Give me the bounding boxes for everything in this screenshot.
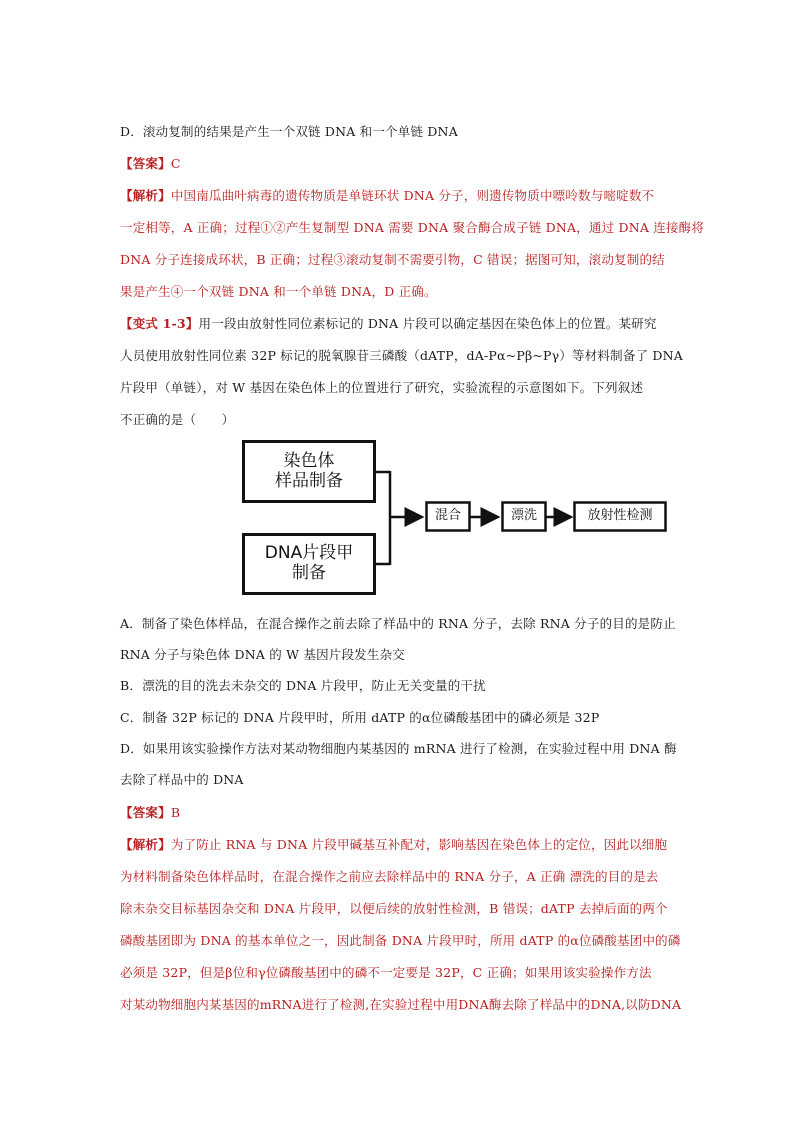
answer-value: B bbox=[170, 805, 181, 820]
prev-analysis-line: 【解析】中国南瓜曲叶病毒的遗传物质是单链环状 DNA 分子，则遗传物质中嘌呤数与嘧啶数不 bbox=[120, 188, 655, 203]
prev-answer bbox=[120, 154, 181, 172]
question-stem-line: 【变式 1-3】用一段由放射性同位素标记的 DNA 片段可以确定基因在染色体上的位置。某研究 bbox=[120, 316, 657, 331]
box-mix-label: 混合 bbox=[434, 508, 461, 523]
experiment-flow-diagram bbox=[242, 440, 672, 596]
prev-analysis-line: 果是产生④一个双链 DNA 和一个单链 DNA，D 正确。 bbox=[120, 284, 437, 299]
option-c: C．制备 32P 标记的 DNA 片段甲时，所用 dATP 的α位磷酸基团中的磷必须是 32P bbox=[120, 710, 600, 725]
option-d-cont: 去除了样品中的 DNA bbox=[120, 772, 244, 787]
analysis-line: 必须是 32P，但是β位和γ位磷酸基团中的磷不一定要是 32P，C 正确；如果用该实验操作方法 bbox=[120, 965, 652, 980]
question-answer bbox=[120, 803, 180, 821]
analysis-line: 磷酸基团即为 DNA 的基本单位之一，因此制备 DNA 片段甲时，所用 dATP 的α位磷酸基团中的磷 bbox=[120, 933, 681, 948]
question-tag: 【变式 1-3】 bbox=[120, 316, 199, 331]
analysis-line: 对某动物细胞内某基因的mRNA进行了检测,在实验过程中用DNA酶去除了样品中的DNA,以防DNA bbox=[120, 997, 682, 1012]
prev-option-d: D．滚动复制的结果是产生一个双链 DNA 和一个单链 DNA bbox=[120, 124, 458, 139]
analysis-line: 为材料制备染色体样品时，在混合操作之前应去除样品中的 RNA 分子，A 正确 漂洗的目的是去 bbox=[120, 869, 659, 884]
box-detection-label: 放射性检测 bbox=[587, 508, 653, 523]
answer-tag: 【答案】 bbox=[120, 156, 171, 171]
option-a: A．制备了染色体样品，在混合操作之前去除了样品中的 RNA 分子，去除 RNA 分子的目的是防止 bbox=[120, 616, 676, 631]
option-d: D．如果用该实验操作方法对某动物细胞内某基因的 mRNA 进行了检测，在实验过程中用 DNA 酶 bbox=[120, 741, 677, 756]
box-dna-fragment-label: DNA片段甲 制备 bbox=[264, 543, 354, 584]
box-rinse-label: 漂洗 bbox=[510, 508, 537, 523]
analysis-line: 【解析】为了防止 RNA 与 DNA 片段甲碱基互补配对，影响基因在染色体上的定位，因此以细胞 bbox=[120, 837, 668, 852]
box-chromosome-sample-label: 染色体 样品制备 bbox=[275, 451, 343, 492]
analysis-tag: 【解析】 bbox=[120, 837, 171, 852]
answer-tag: 【答案】 bbox=[120, 805, 171, 820]
question-stem-line: 片段甲（单链），对 W 基因在染色体上的位置进行了研究，实验流程的示意图如下。下列叙述 bbox=[120, 380, 644, 395]
analysis-line: 除未杂交目标基因杂交和 DNA 片段甲，以便后续的放射性检测，B 错误；dATP 去掉后面的两个 bbox=[120, 901, 668, 916]
option-b: B．漂洗的目的洗去未杂交的 DNA 片段甲，防止无关变量的干扰 bbox=[120, 678, 486, 693]
prev-analysis-line: 一定相等，A 正确；过程①②产生复制型 DNA 需要 DNA 聚合酶合成子链 DNA，通过 DNA 连接酶将 bbox=[120, 220, 705, 235]
question-stem-line: 人员使用放射性同位素 32P 标记的脱氧腺苷三磷酸（dATP，dA-Pα~Pβ~Pγ）等材料制备了 DNA bbox=[120, 348, 683, 363]
option-a-cont: RNA 分子与染色体 DNA 的 W 基因片段发生杂交 bbox=[120, 647, 405, 662]
prev-analysis-line: DNA 分子连接成环状，B 正确；过程③滚动复制不需要引物，C 错误；据图可知，滚动复制的结 bbox=[120, 252, 665, 267]
question-stem-line: 不正确的是（ ） bbox=[120, 412, 235, 427]
answer-value: C bbox=[170, 156, 181, 171]
analysis-tag: 【解析】 bbox=[120, 188, 171, 203]
